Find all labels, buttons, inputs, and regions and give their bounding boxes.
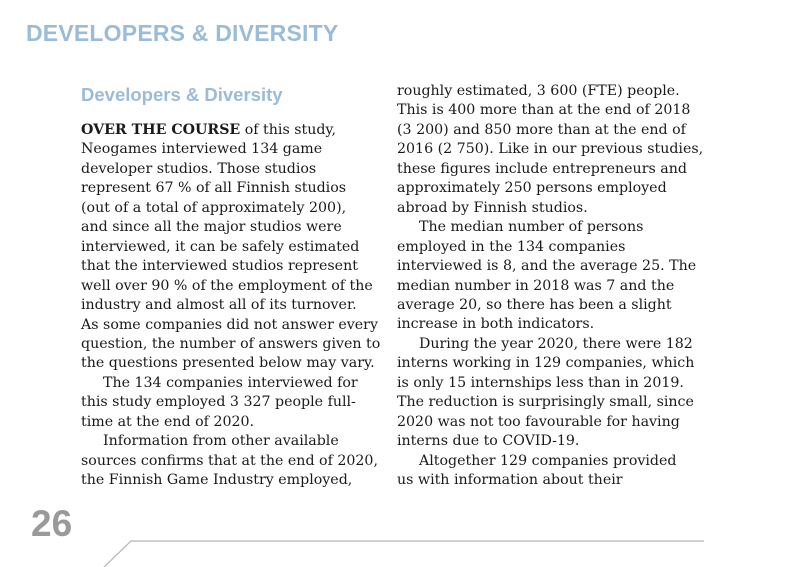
text-line: This is 400 more than at the end of 2018 — [397, 102, 691, 119]
text-line: is only 15 internships less than in 2019. — [397, 374, 684, 391]
text-line: and since all the major studios were — [81, 219, 342, 236]
text-line: abroad by Finnish studios. — [397, 199, 588, 216]
text-line: (out of a total of approximately 200), — [81, 199, 347, 216]
left-text-column — [81, 121, 380, 491]
text-line: The 134 companies interviewed for — [103, 374, 358, 391]
text-line: time at the end of 2020. — [81, 413, 255, 430]
text-line: employed in the 134 companies — [397, 238, 626, 255]
footer-rule-line — [104, 541, 704, 567]
text-line: represent 67 % of all Finnish studios — [81, 180, 347, 197]
text-line: 2016 (2 750). Like in our previous studies, — [397, 141, 704, 158]
text-line: roughly estimated, 3 600 (FTE) people. — [397, 83, 680, 99]
text-line: interviewed, it can be safely estimated — [81, 238, 360, 255]
text-line: well over 90 % of the employment of the — [81, 277, 373, 294]
text-line: Information from other available — [103, 433, 339, 450]
page-header-title: DEVELOPERS & DIVERSITY — [26, 20, 339, 46]
text-line: increase in both indicators. — [397, 316, 595, 333]
text-line: approximately 250 persons employed — [397, 180, 667, 197]
page-number: 26 — [31, 503, 73, 544]
text-line: average 20, so there has been a slight — [397, 296, 672, 313]
section-heading: Developers & Diversity — [81, 84, 283, 105]
text-line: developer studios. Those studios — [81, 160, 317, 177]
text-line: interns due to COVID-19. — [397, 433, 580, 450]
text-line: During the year 2020, there were 182 — [419, 335, 693, 352]
text-line: (3 200) and 850 more than at the end of — [397, 121, 686, 138]
text-line — [81, 121, 380, 140]
text-line: industry and almost all of its turnover. — [81, 297, 357, 314]
text-line: 2020 was not too favourable for having — [397, 413, 680, 430]
text-line: the questions presented below may vary. — [81, 355, 375, 372]
text-line: that the interviewed studios represent — [81, 258, 358, 275]
text-line: Altogether 129 companies provided — [419, 452, 677, 469]
text-line: interns working in 129 companies, which — [397, 355, 695, 372]
right-text-column — [397, 82, 703, 491]
text-line: interviewed is 8, and the average 25. The — [397, 258, 697, 275]
text-line: these figures include entrepreneurs and — [397, 160, 687, 177]
text-line: Neogames interviewed 134 game — [81, 141, 323, 158]
lead-in-text: OVER THE COURSE — [81, 122, 241, 138]
text-line: As some companies did not answer every — [81, 316, 378, 333]
footer-rule — [0, 535, 800, 567]
text-line: the Finnish Game Industry employed, — [81, 472, 353, 489]
text-line: sources confirms that at the end of 2020, — [81, 452, 378, 469]
text-line: question, the number of answers given to — [81, 335, 381, 352]
text-line: The median number of persons — [419, 219, 644, 236]
text-line: this study employed 3 327 people full- — [81, 394, 356, 411]
text-line: median number in 2018 was 7 and the — [397, 277, 675, 294]
text-line: The reduction is surprisingly small, since — [397, 394, 694, 411]
text-line: us with information about their — [397, 472, 623, 489]
text-line-rest: of this study, — [240, 122, 337, 138]
